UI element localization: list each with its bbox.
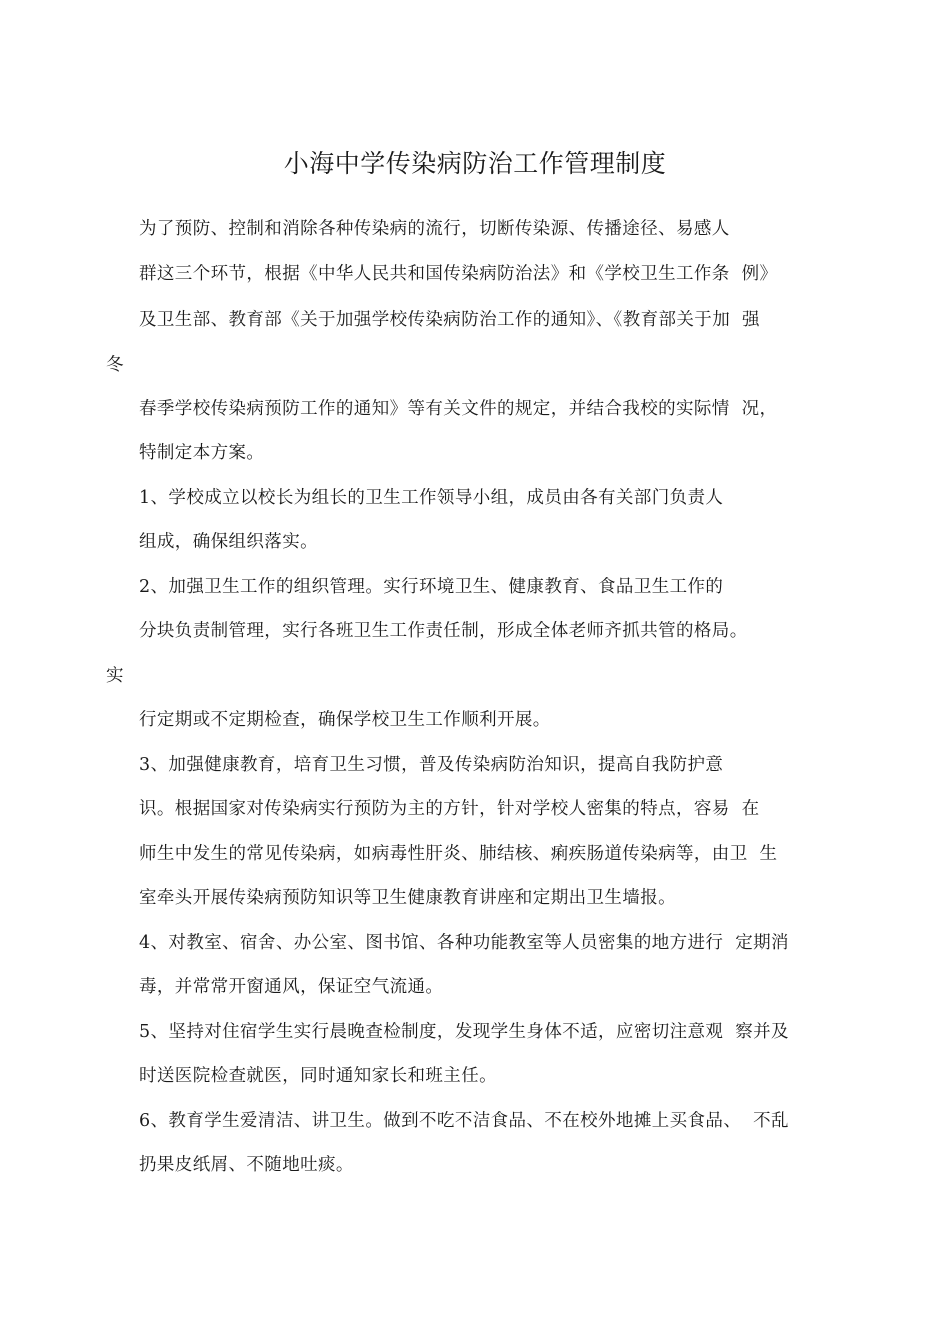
paragraph-line: 实 <box>106 666 124 686</box>
paragraph-line: 师生中发生的常见传染病，如病毒性肝炎、肺结核、痢疾肠道传染病等，由卫 生 <box>139 844 778 864</box>
paragraph-line: 组成，确保组织落实。 <box>139 532 318 552</box>
paragraph-line: 及卫生部、教育部《关于加强学校传染病防治工作的通知》、《教育部关于加 强 <box>139 310 760 330</box>
paragraph-line: 时送医院检查就医，同时通知家长和班主任。 <box>139 1066 497 1086</box>
paragraph-line: 群这三个环节，根据《中华人民共和国传染病防治法》和《学校卫生工作条 例》 <box>139 264 778 284</box>
paragraph-line: 4、对教室、宿舍、办公室、图书馆、各种功能教室等人员密集的地方进行 定期消 <box>139 933 789 953</box>
paragraph-line: 3、加强健康教育，培育卫生习惯，普及传染病防治知识，提高自我防护意 <box>139 755 724 775</box>
document-title: 小海中学传染病防治工作管理制度 <box>283 149 667 178</box>
paragraph-line: 1、学校成立以校长为组长的卫生工作领导小组，成员由各有关部门负责人 <box>139 488 724 508</box>
paragraph-line: 5、坚持对住宿学生实行晨晚查检制度，发现学生身体不适，应密切注意观 察并及 <box>139 1022 789 1042</box>
paragraph-line: 6、教育学生爱清洁、讲卫生。做到不吃不洁食品、不在校外地摊上买食品、 不乱 <box>139 1111 789 1131</box>
paragraph-line: 扔果皮纸屑、不随地吐痰。 <box>139 1155 354 1175</box>
paragraph-line: 室牵头开展传染病预防知识等卫生健康教育讲座和定期出卫生墙报。 <box>139 888 676 908</box>
paragraph-line: 2、加强卫生工作的组织管理。实行环境卫生、健康教育、食品卫生工作的 <box>139 577 724 597</box>
paragraph-line: 毒，并常常开窗通风，保证空气流通。 <box>139 977 444 997</box>
paragraph-line: 特制定本方案。 <box>139 443 265 463</box>
paragraph-line: 行定期或不定期检查，确保学校卫生工作顺利开展。 <box>139 710 551 730</box>
paragraph-line: 分块负责制管理，实行各班卫生工作责任制，形成全体老师齐抓共管的格局。 <box>139 621 748 641</box>
paragraph-line: 为了预防、控制和消除各种传染病的流行，切断传染源、传播途径、易感人 <box>139 219 730 239</box>
paragraph-line: 识。根据国家对传染病实行预防为主的方针，针对学校人密集的特点，容易 在 <box>139 799 760 819</box>
paragraph-line: 春季学校传染病预防工作的通知》等有关文件的规定，并结合我校的实际情 况， <box>139 399 778 419</box>
paragraph-line: 冬 <box>106 355 124 375</box>
